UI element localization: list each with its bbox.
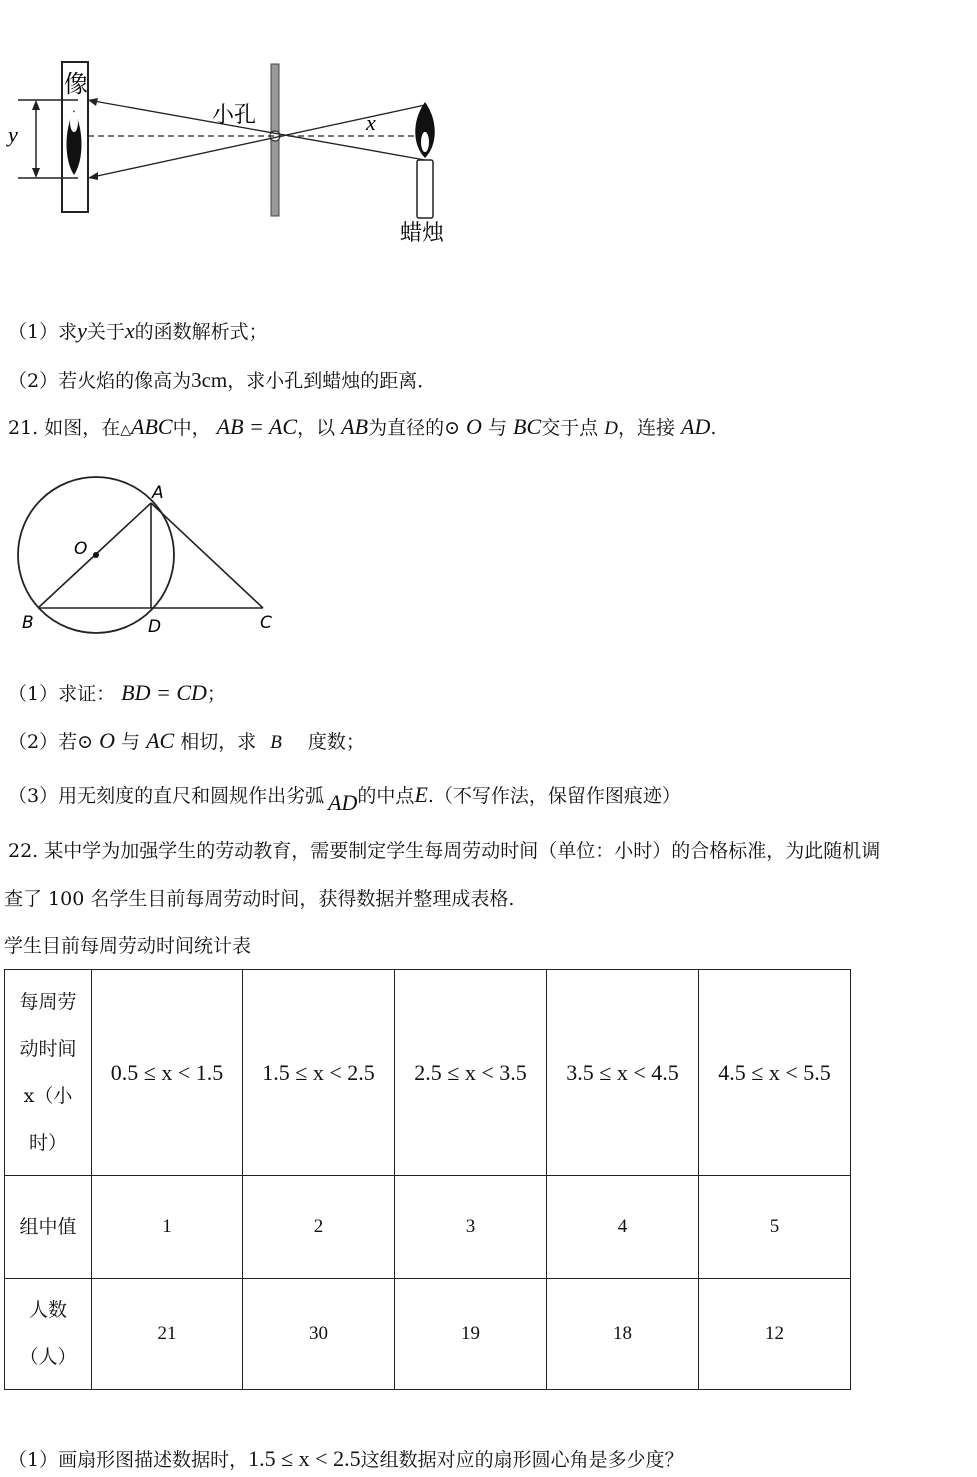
count-label-line: 人数 — [28, 1299, 67, 1321]
hole-label: 小孔 — [212, 103, 257, 128]
midpoint-cell: 1 — [92, 1176, 243, 1279]
eq-bd-cd: BD = CD — [121, 680, 207, 705]
triangle-symbol: △ — [120, 422, 132, 438]
point-d: D — [604, 418, 618, 439]
q21-stem — [8, 414, 716, 443]
circle-triangle-figure — [8, 470, 308, 650]
range-cell: 0.5 ≤ x < 1.5 — [92, 970, 243, 1176]
q22-p1-range: 1.5 ≤ x < 2.5 — [248, 1446, 361, 1471]
midpoint-cell: 2 — [243, 1176, 395, 1279]
count-cell: 21 — [92, 1279, 243, 1390]
candle-body — [417, 160, 433, 218]
arc-ad: AD — [328, 790, 358, 815]
range-cell: 3.5 ≤ x < 4.5 — [547, 970, 699, 1176]
seg-ac: AC — [146, 728, 175, 753]
count-label-cell — [5, 1279, 92, 1390]
q21-p2-post: 度数； — [307, 731, 365, 753]
q21-p2-pre: （2）若 — [8, 731, 78, 753]
q21-t6: ，连接 — [617, 417, 675, 439]
header-label-line: 动时间 — [19, 1037, 77, 1060]
seg-ab: AB — [341, 414, 369, 439]
q20-p2-pre: （2）若火焰的像高为 — [8, 370, 192, 392]
point-o: O — [99, 728, 115, 753]
range-cell: 2.5 ≤ x < 3.5 — [395, 970, 547, 1176]
pinhole-figure — [0, 50, 470, 310]
q22-p1-post: 这组数据对应的扇形圆心角是多少度？ — [360, 1449, 684, 1471]
q20-p1-pre: （1）求 — [8, 321, 78, 343]
table-row-count — [5, 1279, 851, 1390]
point-o: O — [466, 414, 482, 439]
count-label-line: （人） — [19, 1346, 77, 1368]
q20-p2-val: 3cm — [191, 368, 228, 392]
q21-t1: 中， — [172, 417, 211, 439]
table-title: 学生目前每周劳动时间统计表 — [4, 935, 252, 957]
header-label-line: 时） — [28, 1131, 67, 1154]
var-x: x — [124, 318, 135, 343]
q21-p1-pre: （1）求证： — [8, 683, 116, 705]
midpoint-label: 组中值 — [5, 1176, 92, 1279]
label-c: C — [260, 613, 272, 633]
q21-t3: 为直径的 — [368, 417, 445, 439]
count-cell: 30 — [243, 1279, 395, 1390]
range-cell: 4.5 ≤ x < 5.5 — [699, 970, 851, 1176]
label-b: B — [22, 613, 34, 633]
seg-ad: AD — [681, 414, 711, 439]
table-row-midpoint — [5, 1176, 851, 1279]
q20-part2 — [8, 367, 436, 394]
header-label-cell — [5, 970, 92, 1176]
point-e: E — [414, 782, 428, 807]
labor-time-table — [4, 969, 851, 1390]
q22-stem-line2: 查了 100 名学生目前每周劳动时间，获得数据并整理成表格. — [4, 888, 515, 910]
segment-ac — [151, 503, 263, 608]
q22-p1-pre: （1）画扇形图描述数据时， — [8, 1449, 249, 1471]
q21-p3-mid: 的中点 — [357, 785, 415, 807]
q20-part1 — [8, 318, 268, 345]
q20-p1-post: 的函数解析式； — [134, 321, 268, 343]
q21-part3 — [8, 782, 681, 815]
q21-p1-post: ； — [206, 683, 226, 705]
q21-t5: 交于点 — [541, 417, 599, 439]
angle-b: B — [270, 732, 282, 753]
q21-num: 21. 如图，在 — [8, 417, 121, 439]
eq-ab-ac: AB = AC — [216, 414, 298, 439]
label-a: A — [152, 483, 164, 503]
count-cell: 19 — [395, 1279, 547, 1390]
q20-p2-post: ，求小孔到蜡烛的距离． — [227, 370, 437, 392]
image-label: 像 — [64, 70, 88, 98]
table-row-range — [5, 970, 851, 1176]
var-y: y — [77, 318, 87, 343]
circle-symbol: ⊙ — [444, 417, 460, 439]
q21-t7: . — [710, 417, 717, 439]
tri-abc: ABC — [131, 414, 173, 439]
x-label: x — [366, 110, 376, 135]
circle-symbol: ⊙ — [77, 731, 94, 753]
q21-p2-mid: 与 — [121, 731, 141, 753]
header-label-line: x（小 — [23, 1084, 73, 1107]
count-cell: 18 — [547, 1279, 699, 1390]
q22-stem-line1: 22. 某中学为加强学生的劳动教育，需要制定学生每周劳动时间（单位：小时）的合格标准，为此随机调 — [8, 840, 881, 862]
midpoint-cell: 5 — [699, 1176, 851, 1279]
q21-t4: 与 — [487, 417, 507, 439]
candle-label: 蜡烛 — [400, 221, 445, 246]
midpoint-cell: 3 — [395, 1176, 547, 1279]
count-cell: 12 — [699, 1279, 851, 1390]
q20-p1-mid: 关于 — [86, 321, 125, 343]
label-o: O — [74, 539, 88, 559]
q21-part1 — [8, 680, 226, 707]
q21-p2-mid2: 相切，求 — [180, 731, 257, 753]
y-label: y — [8, 122, 18, 147]
seg-bc: BC — [513, 414, 542, 439]
range-cell: 1.5 ≤ x < 2.5 — [243, 970, 395, 1176]
q21-t2: ，以 — [297, 417, 336, 439]
header-label-line: 每周劳 — [19, 990, 77, 1013]
midpoint-cell: 4 — [547, 1176, 699, 1279]
label-d: D — [148, 617, 162, 637]
q21-part2 — [8, 728, 365, 756]
q21-p3-pre: （3）用无刻度的直尺和圆规作出劣弧 — [8, 785, 325, 807]
center-dot — [93, 552, 99, 558]
q21-p3-post: .（不写作法，保留作图痕迹） — [427, 785, 681, 807]
q22-part1 — [8, 1446, 684, 1473]
